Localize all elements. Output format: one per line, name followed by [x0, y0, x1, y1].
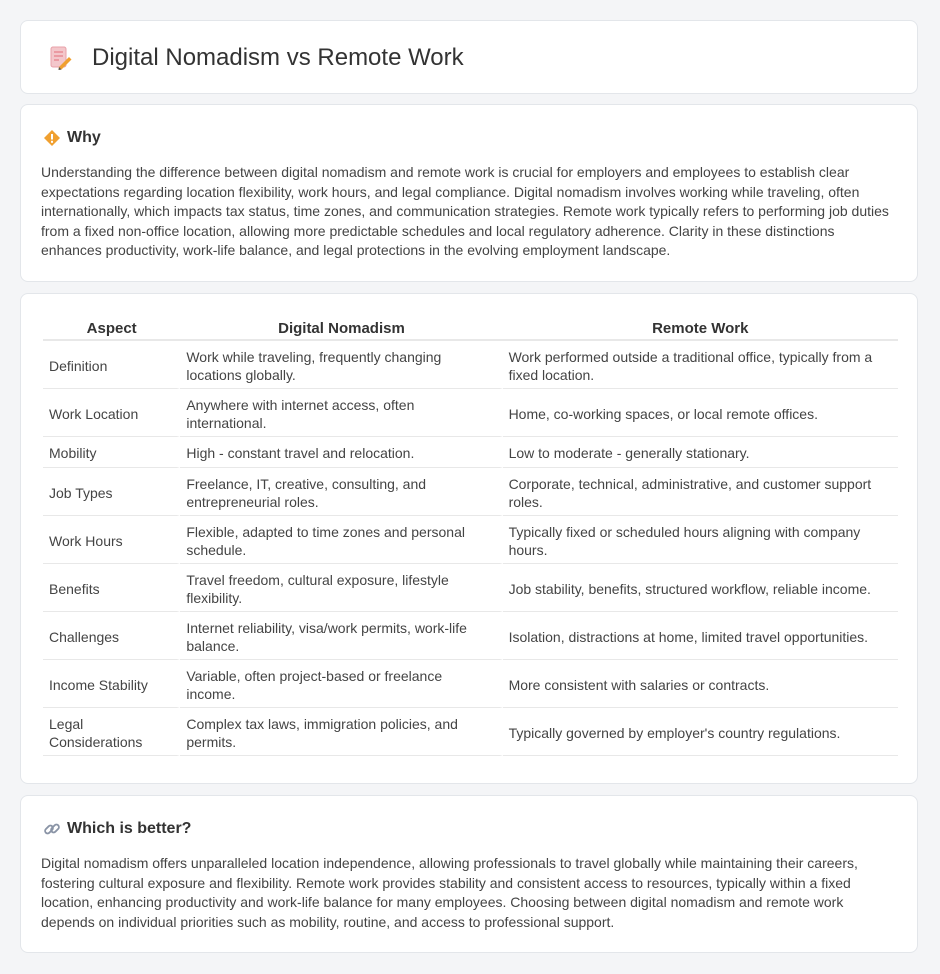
aspect-cell: Benefits — [43, 564, 180, 612]
remote-work-cell: Work performed outside a traditional office, typically from a fixed location. — [503, 341, 898, 389]
diamond-warning-icon — [43, 129, 61, 147]
which-is-better-title: Which is better? — [67, 820, 192, 837]
comparison-table — [43, 315, 898, 756]
link-icon — [43, 820, 61, 838]
aspect-cell: Mobility — [43, 437, 180, 468]
table-row — [43, 708, 898, 756]
table-row — [43, 516, 898, 564]
table-row — [43, 341, 898, 389]
why-body: Understanding the difference between digital nomadism and remote work is crucial for employers and employees to establish clear expectations regarding location flexibility, work hours, and legal compliance. Digital nomadism involves working while traveling, often internationally, which impacts tax status, time zones, and communication strategies. Remote work typically refers to performing job duties from a fixed non-office location, allowing more predictable schedules and local regulatory adherence. Clarity in these distinctions enhances productivity, work-life balance, and legal protections in the evolving employment landscape. — [41, 164, 889, 259]
remote-work-cell: More consistent with salaries or contracts. — [503, 660, 898, 708]
table-row — [43, 437, 898, 468]
column-header-digital-nomadism: Digital Nomadism — [180, 315, 502, 341]
digital-nomadism-cell: Freelance, IT, creative, consulting, and entrepreneurial roles. — [180, 468, 502, 516]
which-is-better-section — [20, 795, 918, 953]
aspect-cell: Work Location — [43, 389, 180, 437]
remote-work-cell: Job stability, benefits, structured workflow, reliable income. — [503, 564, 898, 612]
remote-work-cell: Typically governed by employer's country regulations. — [503, 708, 898, 756]
why-heading — [43, 127, 101, 149]
table-row — [43, 389, 898, 437]
digital-nomadism-cell: Flexible, adapted to time zones and personal schedule. — [180, 516, 502, 564]
digital-nomadism-cell: Complex tax laws, immigration policies, and permits. — [180, 708, 502, 756]
aspect-cell: Work Hours — [43, 516, 180, 564]
digital-nomadism-cell: Travel freedom, cultural exposure, lifestyle flexibility. — [180, 564, 502, 612]
page-title: Digital Nomadism vs Remote Work — [92, 44, 464, 71]
column-header-aspect: Aspect — [43, 315, 180, 341]
aspect-cell: Job Types — [43, 468, 180, 516]
which-is-better-heading — [43, 818, 191, 840]
remote-work-cell: Low to moderate - generally stationary. — [503, 437, 898, 468]
column-header-remote-work: Remote Work — [503, 315, 898, 341]
aspect-cell: Legal Considerations — [43, 708, 180, 756]
remote-work-cell: Typically fixed or scheduled hours aligning with company hours. — [503, 516, 898, 564]
digital-nomadism-cell: Variable, often project-based or freelance income. — [180, 660, 502, 708]
table-header-row — [43, 315, 898, 341]
remote-work-cell: Isolation, distractions at home, limited travel opportunities. — [503, 612, 898, 660]
which-is-better-body: Digital nomadism offers unparalleled location independence, allowing professionals to travel globally while maintaining their careers, fostering cultural exposure and flexibility. Remote work provides stability and consistent access to resources, typically within a fixed location, enhancing productivity and work-life balance for many employees. Choosing between digital nomadism and remote work depends on individual priorities such as mobility, routine, and access to professional support. — [41, 855, 858, 930]
comparison-section — [20, 293, 918, 784]
remote-work-cell: Corporate, technical, administrative, and customer support roles. — [503, 468, 898, 516]
digital-nomadism-cell: Internet reliability, visa/work permits, work-life balance. — [180, 612, 502, 660]
aspect-cell: Income Stability — [43, 660, 180, 708]
why-title: Why — [67, 129, 101, 146]
digital-nomadism-cell: High - constant travel and relocation. — [180, 437, 502, 468]
table-row — [43, 468, 898, 516]
why-section — [20, 104, 918, 282]
table-row — [43, 612, 898, 660]
table-row — [43, 564, 898, 612]
aspect-cell: Challenges — [43, 612, 180, 660]
table-row — [43, 660, 898, 708]
document-pencil-icon — [47, 45, 73, 71]
remote-work-cell: Home, co-working spaces, or local remote offices. — [503, 389, 898, 437]
digital-nomadism-cell: Anywhere with internet access, often international. — [180, 389, 502, 437]
header-card — [20, 20, 918, 94]
digital-nomadism-cell: Work while traveling, frequently changing locations globally. — [180, 341, 502, 389]
aspect-cell: Definition — [43, 341, 180, 389]
